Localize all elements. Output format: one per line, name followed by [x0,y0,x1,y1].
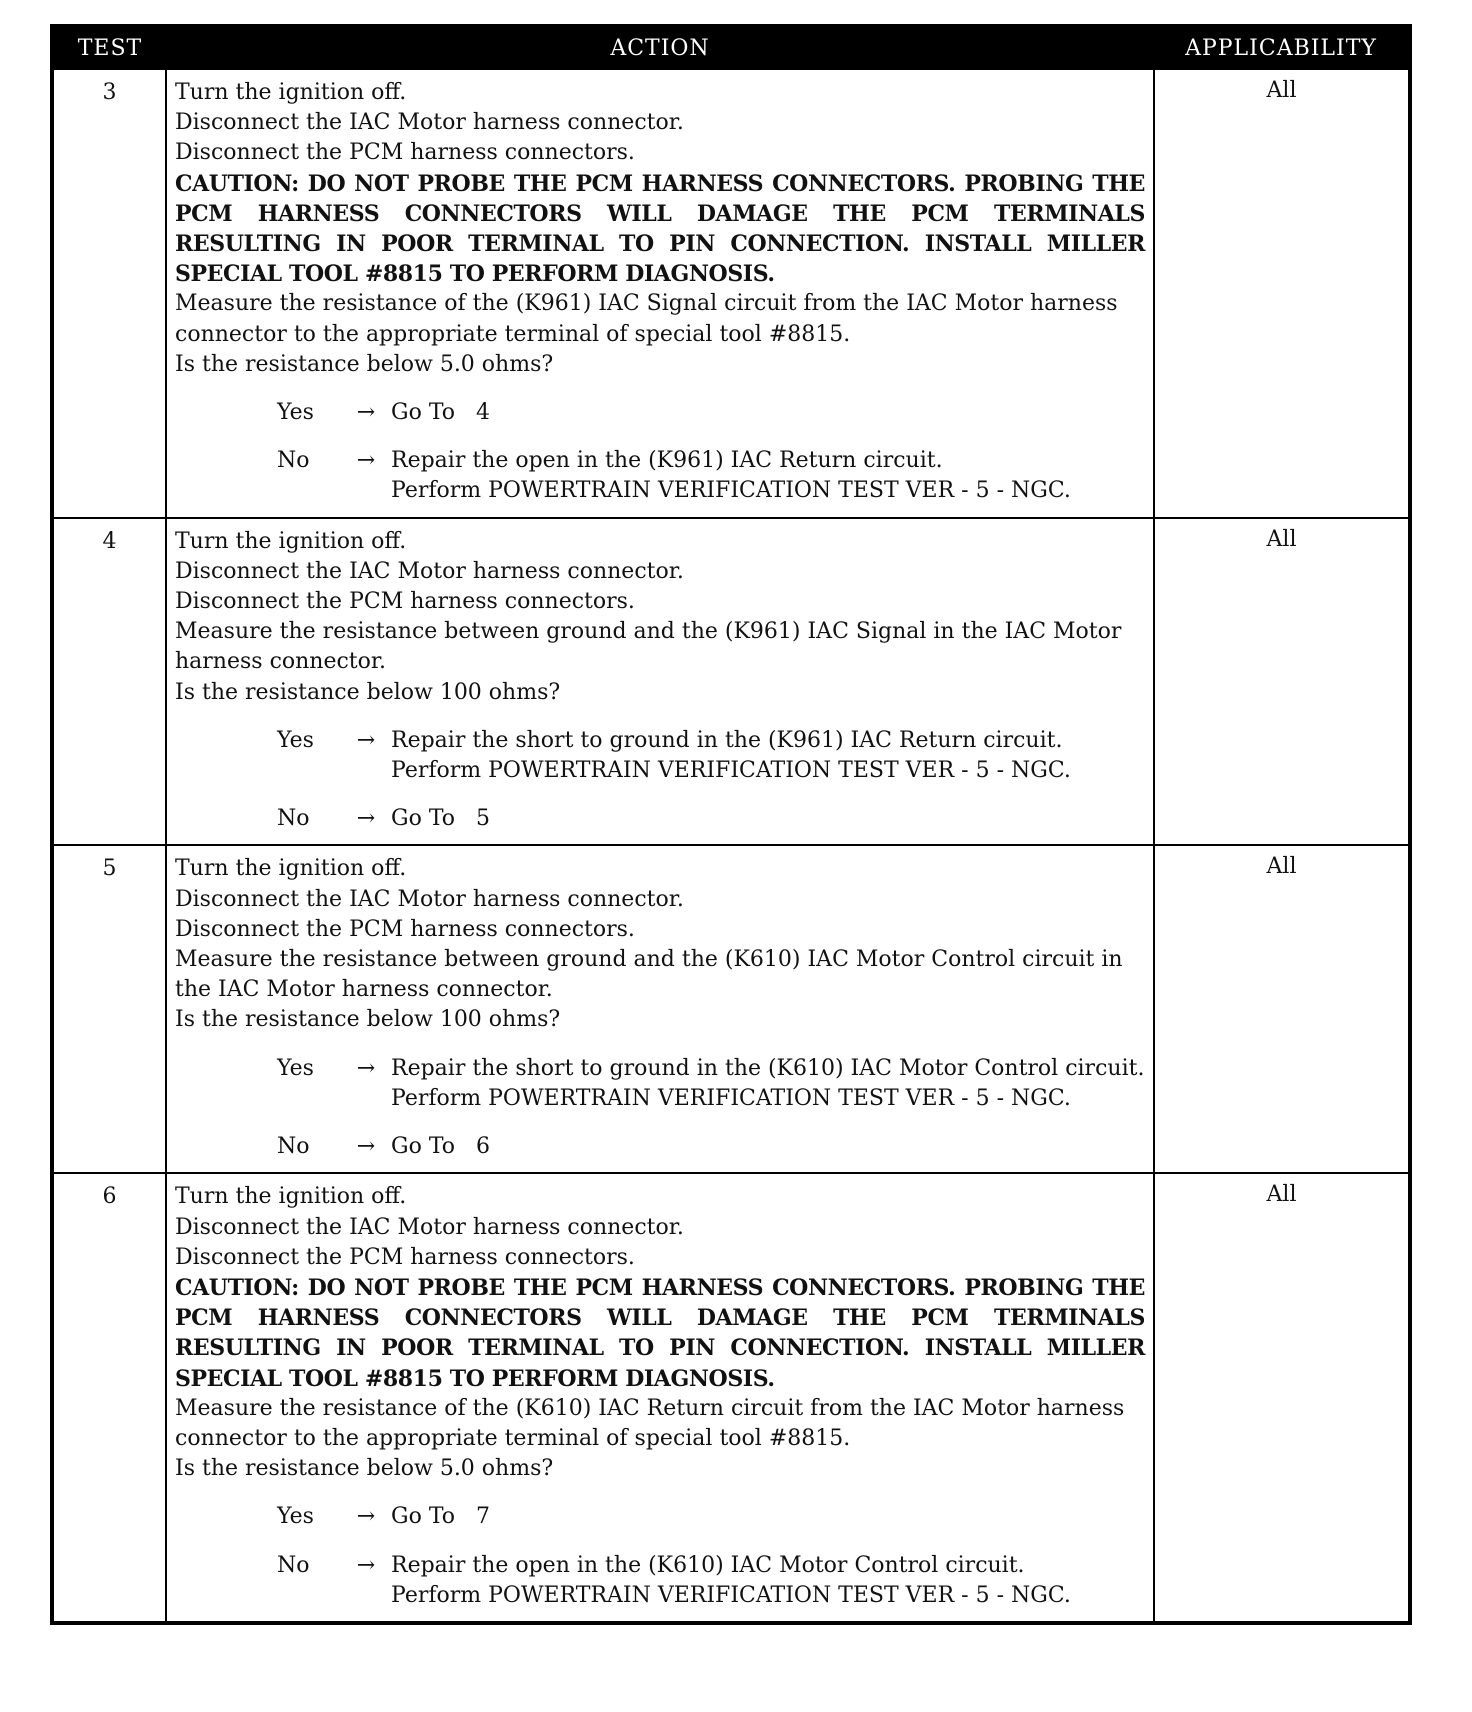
yes-label: Yes [277,727,314,753]
test-number: 3 [52,69,166,518]
step-text: Turn the ignition off. [175,528,407,554]
action-cell [166,518,1154,846]
step-text: Disconnect the PCM harness connectors. [175,140,635,166]
step-text: Disconnect the PCM harness connectors. [175,916,635,942]
result-line: Perform POWERTRAIN VERIFICATION TEST VER - 5 - NGC. [391,1582,1071,1608]
no-branch [277,1551,1145,1611]
step-text: Disconnect the IAC Motor harness connector. [175,110,684,136]
step-text: Turn the ignition off. [175,1184,407,1210]
no-label: No [277,1552,310,1578]
result-line: Go To 6 [391,1134,490,1160]
arrow-icon: → [356,806,376,832]
header-action: ACTION [166,26,1154,69]
result-line: Go To 7 [391,1504,490,1530]
action-cell [166,1173,1154,1623]
yes-branch [277,726,1145,786]
step-text: Disconnect the PCM harness connectors. [175,589,635,615]
applicability-cell: All [1154,1173,1410,1623]
arrow-icon: → [356,400,376,426]
applicability-cell: All [1154,69,1410,518]
no-branch [277,446,1145,506]
arrow-icon: → [356,448,376,474]
no-branch [277,1132,1145,1162]
branches [175,726,1145,835]
diagnostic-test-sheet [50,24,1412,1625]
applicability-cell: All [1154,845,1410,1173]
result-line: Perform POWERTRAIN VERIFICATION TEST VER - 5 - NGC. [391,758,1071,784]
step-text: Disconnect the IAC Motor harness connector. [175,558,684,584]
arrow-icon: → [356,727,376,753]
measure-text: Measure the resistance of the (K961) IAC Signal circuit from the IAC Motor harness connector to the appropriate terminal of special tool #8815. [175,291,1118,347]
result-line: Repair the short to ground in the (K961) IAC Return circuit. [391,727,1063,753]
no-result [391,1132,1145,1162]
yes-result [391,1502,1145,1532]
question-text: Is the resistance below 100 ohms? [175,1007,561,1033]
step-text: Turn the ignition off. [175,80,407,105]
table-header-row [52,26,1410,69]
yes-label: Yes [277,400,314,426]
no-result [391,804,1145,834]
branches [175,1054,1145,1163]
test-row [52,518,1410,846]
yes-result [391,398,1145,428]
yes-branch [277,398,1145,428]
step-text: Disconnect the IAC Motor harness connector. [175,1214,684,1240]
branches [175,1502,1145,1611]
test-number: 5 [52,845,166,1173]
result-line: Perform POWERTRAIN VERIFICATION TEST VER - 5 - NGC. [391,478,1071,504]
result-line: Perform POWERTRAIN VERIFICATION TEST VER - 5 - NGC. [391,1085,1071,1111]
result-line: Go To 4 [391,400,490,426]
yes-result [391,726,1145,786]
arrow-icon: → [356,1134,376,1160]
question-text: Is the resistance below 5.0 ohms? [175,351,554,377]
yes-label: Yes [277,1055,314,1081]
test-row [52,1173,1410,1623]
result-line: Repair the open in the (K961) IAC Return circuit. [391,448,943,474]
caution-text: CAUTION: DO NOT PROBE THE PCM HARNESS CONNECTORS. PROBING THE PCM HARNESS CONNECTORS WILL DAMAGE THE PCM TERMINALS RESULTING IN POOR TERMINAL TO PIN CONNECTION. INSTALL MILLER SPECIAL TOOL #8815 TO PERFORM DIAGNOSIS. [175,170,1145,288]
question-text: Is the resistance below 100 ohms? [175,679,561,705]
no-label: No [277,1134,310,1160]
arrow-icon: → [356,1552,376,1578]
measure-text: Measure the resistance between ground and the (K961) IAC Signal in the IAC Motor harness connector. [175,619,1122,675]
measure-text: Measure the resistance of the (K610) IAC Return circuit from the IAC Motor harness connector to the appropriate terminal of special tool #8815. [175,1395,1125,1451]
yes-label: Yes [277,1504,314,1530]
result-line: Repair the open in the (K610) IAC Motor Control circuit. [391,1552,1025,1578]
action-cell [166,845,1154,1173]
no-label: No [277,448,310,474]
yes-branch [277,1502,1145,1532]
header-test: TEST [52,26,166,69]
no-result [391,446,1145,506]
step-text: Disconnect the IAC Motor harness connector. [175,886,684,912]
step-text: Turn the ignition off. [175,856,407,882]
no-branch [277,804,1145,834]
branches [175,398,1145,507]
no-result [391,1551,1145,1611]
yes-branch [277,1054,1145,1114]
test-number: 4 [52,518,166,846]
diagnostic-table [50,24,1412,1625]
result-line: Repair the short to ground in the (K610) IAC Motor Control circuit. [391,1055,1145,1081]
test-row [52,845,1410,1173]
question-text: Is the resistance below 5.0 ohms? [175,1456,554,1482]
measure-text: Measure the resistance between ground and the (K610) IAC Motor Control circuit in the IAC Motor harness connector. [175,947,1123,1003]
applicability-cell: All [1154,518,1410,846]
yes-result [391,1054,1145,1114]
test-row [52,69,1410,518]
caution-text: CAUTION: DO NOT PROBE THE PCM HARNESS CONNECTORS. PROBING THE PCM HARNESS CONNECTORS WILL DAMAGE THE PCM TERMINALS RESULTING IN POOR TERMINAL TO PIN CONNECTION. INSTALL MILLER SPECIAL TOOL #8815 TO PERFORM DIAGNOSIS. [175,1274,1145,1392]
arrow-icon: → [356,1504,376,1530]
action-cell [166,69,1154,518]
no-label: No [277,806,310,832]
step-text: Disconnect the PCM harness connectors. [175,1244,635,1270]
header-applicability: APPLICABILITY [1154,26,1410,69]
test-number: 6 [52,1173,166,1623]
result-line: Go To 5 [391,806,490,832]
arrow-icon: → [356,1055,376,1081]
